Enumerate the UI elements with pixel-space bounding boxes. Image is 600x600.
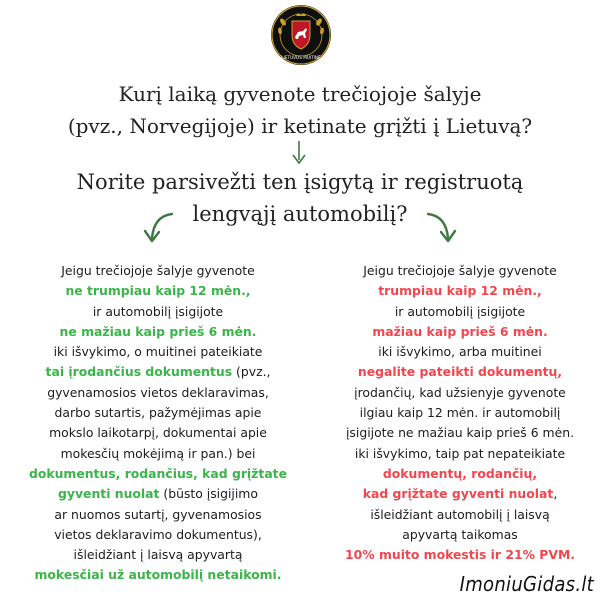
left-line: ne mažiau kaip prieš 6 mėn.	[59, 323, 257, 339]
left-line	[8, 484, 308, 504]
sub-question	[0, 166, 600, 230]
right-line: iki išvykimo, taip pat nepateikiate	[354, 445, 566, 461]
right-line-plain: ,	[553, 486, 558, 502]
right-line: mažiau kaip prieš 6 mėn.	[372, 323, 548, 339]
left-line: ne trumpiau kaip 12 mėn.,	[65, 283, 251, 299]
right-line: ir automobilį įsigijote	[394, 303, 526, 319]
main-question	[0, 78, 600, 142]
right-line: dokumentų, rodančių,	[382, 465, 538, 481]
left-line-highlight: gyventi nuolat	[58, 486, 160, 502]
right-line: trumpiau kaip 12 mėn.,	[378, 283, 542, 299]
question-line-2: (pvz., Norvegijoje) ir ketinate grįžti į Lietuvą?	[67, 114, 533, 138]
left-line: mokslo laikotarpį, dokumentai apie	[49, 425, 267, 441]
left-line: iki išvykimo, o muitinei pateikiate	[53, 344, 263, 360]
right-line: išleidžiant automobilį į laisvą	[370, 506, 550, 522]
arrow-down-icon	[290, 140, 308, 166]
left-line: išleidžiant į laisvą apyvartą	[73, 547, 243, 563]
left-column	[8, 261, 308, 586]
right-line: iki išvykimo, arba muitinei	[378, 344, 542, 360]
right-line: Jeigu trečiojoje šalyje gyvenote	[363, 263, 557, 278]
curved-arrow-right-icon	[424, 210, 458, 246]
left-line: vietos deklaravimo dokumentus),	[54, 526, 262, 542]
left-line-plain: (pvz.,	[232, 364, 271, 380]
left-line: ir automobilį įsigijote	[92, 303, 224, 319]
left-line-plain: (būsto įsigijimo	[159, 486, 258, 502]
lithuanian-customs-logo	[270, 4, 332, 66]
right-line-highlight: kad grįžtate gyventi nuolat	[362, 486, 554, 502]
left-line	[8, 362, 308, 382]
left-line: gyvenamosios vietos deklaravimas,	[47, 384, 269, 400]
logo-text: LIETUVOS MUITINĖ	[281, 55, 321, 60]
left-line: mokesčių mokėjimą ir pan.) bei	[60, 445, 256, 461]
right-line: 10% muito mokestis ir 21% PVM.	[344, 547, 576, 563]
watermark: ImoniuGidas.lt	[459, 572, 594, 596]
question-line-1: Kurį laiką gyvenote trečiojoje šalyje	[118, 82, 482, 106]
left-line-highlight: tai įrodančius dokumentus	[45, 364, 233, 380]
left-line: dokumentus, rodančius, kad grįžtate	[28, 465, 288, 481]
left-line: ar nuomos sutartį, gyvenamosios	[54, 506, 262, 522]
left-line: Jeigu trečiojoje šalyje gyvenote	[61, 263, 255, 278]
left-line: darbo sutartis, pažymėjimas apie	[54, 405, 262, 421]
right-line: apyvartą taikomas	[402, 526, 518, 542]
right-column	[322, 261, 598, 565]
right-line: ilgiau kaip 12 mėn. ir automobilį	[359, 405, 561, 421]
right-line: negalite pateikti dokumentų,	[357, 364, 563, 380]
right-line	[322, 484, 598, 504]
right-line: įsigijote ne mažiau kaip prieš 6 mėn.	[345, 425, 575, 441]
curved-arrow-left-icon	[142, 210, 176, 246]
left-line: mokesčiai už automobilį netaikomi.	[34, 567, 282, 583]
right-line: įrodančių, kad užsienyje gyvenote	[354, 384, 566, 400]
sub-question-line-2: lengvąjį automobilį?	[192, 202, 408, 226]
sub-question-line-1: Norite parsivežti ten įsigytą ir registruotą	[76, 170, 524, 194]
